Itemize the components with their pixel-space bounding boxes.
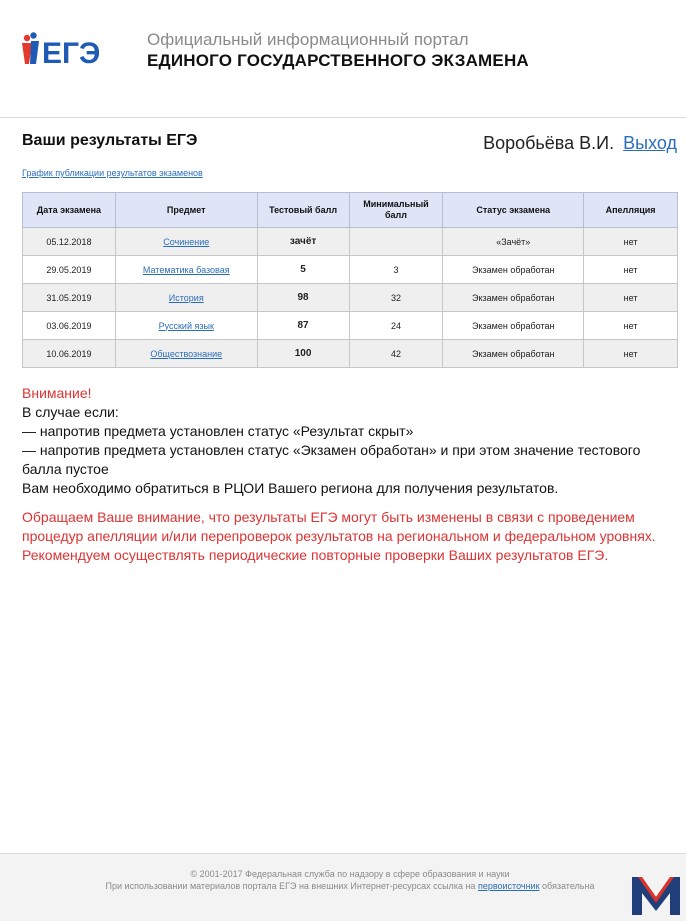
user-box <box>483 133 677 154</box>
header-date: Дата экзамена <box>23 193 116 228</box>
cell-status: Экзамен обработан <box>443 312 584 340</box>
source-link[interactable]: первоисточник <box>477 881 540 891</box>
cell-status: Экзамен обработан <box>443 284 584 312</box>
cell-date: 10.06.2019 <box>23 340 116 368</box>
subject-link[interactable]: Русский язык <box>158 320 214 331</box>
table-row <box>23 340 678 368</box>
portal-subtitle: Официальный информационный портал <box>147 30 469 49</box>
table-row <box>23 312 678 340</box>
site-header <box>0 0 686 118</box>
cell-date: 29.05.2019 <box>23 256 116 284</box>
cell-score: 87 <box>257 312 349 340</box>
schedule-link[interactable]: График публикации результатов экзаменов <box>22 168 203 178</box>
notice-block <box>22 384 672 498</box>
warning-notice: Обращаем Ваше внимание, что результаты ЕГЭ могут быть изменены в связи с проведением процедур апелляции и/или перепроверок результатов на региональном и федеральном уровнях. Рекомендуем осуществлять периодические повторные проверки Ваших результатов ЕГЭ. <box>22 509 656 563</box>
cell-min-score: 32 <box>349 284 443 312</box>
cell-min-score: 24 <box>349 312 443 340</box>
cell-min-score <box>349 228 443 256</box>
subject-link[interactable]: Обществознание <box>150 348 223 359</box>
table-header-row <box>23 193 678 228</box>
page-title: Ваши результаты ЕГЭ <box>22 132 198 149</box>
subject-link[interactable]: История <box>168 292 204 303</box>
table-row <box>23 284 678 312</box>
cell-status: Экзамен обработан <box>443 256 584 284</box>
cell-date: 05.12.2018 <box>23 228 116 256</box>
notice-line: — напротив предмета установлен статус «Результат скрыт» <box>22 423 414 439</box>
cell-score: 5 <box>257 256 349 284</box>
results-table <box>22 192 678 368</box>
cell-appeal: нет <box>584 312 678 340</box>
subject-link[interactable]: Сочинение <box>163 236 210 247</box>
cell-appeal: нет <box>584 256 678 284</box>
cell-appeal: нет <box>584 284 678 312</box>
header-min-score: Минимальный балл <box>349 193 443 228</box>
cell-score: зачёт <box>257 228 349 256</box>
header-test-score: Тестовый балл <box>257 193 349 228</box>
cell-score: 100 <box>257 340 349 368</box>
notice-line: Вам необходимо обратиться в РЦОИ Вашего региона для получения результатов. <box>22 480 559 496</box>
cell-score: 98 <box>257 284 349 312</box>
cell-status: Экзамен обработан <box>443 340 584 368</box>
cell-status: «Зачёт» <box>443 228 584 256</box>
cell-date: 03.06.2019 <box>23 312 116 340</box>
header-subject: Предмет <box>115 193 257 228</box>
header-status: Статус экзамена <box>443 193 584 228</box>
svg-text:ЕГЭ: ЕГЭ <box>42 37 101 70</box>
logo-figure-icon <box>22 32 39 64</box>
notice-line: В случае если: <box>22 404 119 420</box>
user-name: Воробьёва В.И. <box>483 133 615 153</box>
m-logo-icon <box>630 873 682 917</box>
footer-usage: При использовании материалов портала ЕГЭ на внешних Интернет-ресурсах ссылка на первоисточник обязательна <box>105 881 595 891</box>
logout-link[interactable]: Выход <box>623 133 677 153</box>
cell-date: 31.05.2019 <box>23 284 116 312</box>
cell-min-score: 42 <box>349 340 443 368</box>
cell-appeal: нет <box>584 228 678 256</box>
header-appeal: Апелляция <box>584 193 678 228</box>
subject-link[interactable]: Математика базовая <box>142 264 230 275</box>
table-row <box>23 256 678 284</box>
footer-copyright: © 2001-2017 Федеральная служба по надзору в сфере образования и науки <box>190 869 510 879</box>
site-footer <box>0 853 686 921</box>
cell-min-score: 3 <box>349 256 443 284</box>
notice-line: — напротив предмета установлен статус «Экзамен обработан» и при этом значение тестового балла пустое <box>22 442 641 477</box>
ege-logo[interactable] <box>20 30 120 70</box>
table-row <box>23 228 678 256</box>
cell-appeal: нет <box>584 340 678 368</box>
portal-title: ЕДИНОГО ГОСУДАРСТВЕННОГО ЭКЗАМЕНА <box>147 51 529 70</box>
attention-label: Внимание! <box>22 385 92 401</box>
